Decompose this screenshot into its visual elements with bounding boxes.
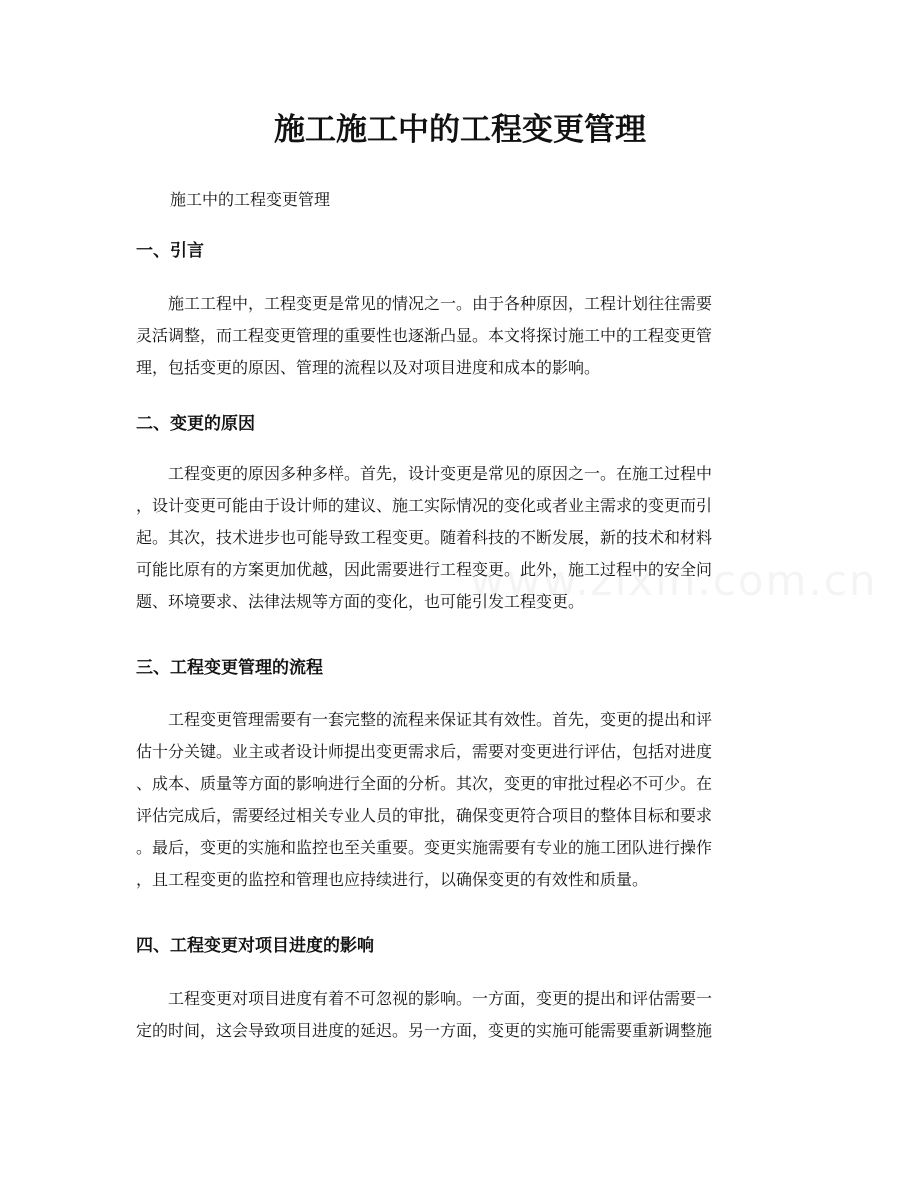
paragraph-line: ，且工程变更的监控和管理也应持续进行，以确保变更的有效性和质量。 [136,870,649,889]
paragraph-line: 可能比原有的方案更加优越，因此需要进行工程变更。此外，施工过程中的安全问 [136,560,713,579]
paragraph-line: 灵活调整，而工程变更管理的重要性也逐渐凸显。本文将探讨施工中的工程变更管 [136,326,713,345]
paragraph-line: 工程变更对项目进度有着不可忽视的影响。一方面，变更的提出和评估需要一 [136,989,713,1008]
paragraph-line: 工程变更管理需要有一套完整的流程来保证其有效性。首先，变更的提出和评 [136,710,713,729]
paragraph-line: 、成本、质量等方面的影响进行全面的分析。其次，变更的审批过程必不可少。在 [136,774,713,793]
paragraph-line: 施工工程中，工程变更是常见的情况之一。由于各种原因，工程计划往往需要 [136,294,713,313]
section-paragraph-process [136,704,786,896]
paragraph-line: 。最后，变更的实施和监控也至关重要。变更实施需要有专业的施工团队进行操作 [136,838,713,857]
section-paragraph-causes [136,458,786,618]
section-heading-schedule: 四、工程变更对项目进度的影响 [136,936,374,956]
paragraph-line: 估十分关键。业主或者设计师提出变更需求后，需要对变更进行评估，包括对进度 [136,742,713,761]
paragraph-line: 定的时间，这会导致项目进度的延迟。另一方面，变更的实施可能需要重新调整施 [136,1021,713,1040]
paragraph-line: 工程变更的原因多种多样。首先，设计变更是常见的原因之一。在施工过程中 [136,464,713,483]
section-heading-intro: 一、引言 [136,241,204,261]
section-heading-causes: 二、变更的原因 [136,414,255,434]
section-paragraph-schedule [136,983,786,1047]
section-heading-process: 三、工程变更管理的流程 [136,658,323,678]
paragraph-line: 起。其次，技术进步也可能导致工程变更。随着科技的不断发展，新的技术和材料 [136,528,713,547]
document-title: 施工施工中的工程变更管理 [274,112,646,148]
paragraph-line: 题、环境要求、法律法规等方面的变化，也可能引发工程变更。 [136,592,585,611]
paragraph-line: 理，包括变更的原因、管理的流程以及对项目进度和成本的影响。 [136,358,601,377]
paragraph-line: ，设计变更可能由于设计师的建议、施工实际情况的变化或者业主需求的变更而引 [136,496,713,515]
section-paragraph-intro [136,288,786,384]
paragraph-line: 评估完成后，需要经过相关专业人员的审批，确保变更符合项目的整体目标和要求 [136,806,713,825]
document-subtitle: 施工中的工程变更管理 [170,190,331,209]
